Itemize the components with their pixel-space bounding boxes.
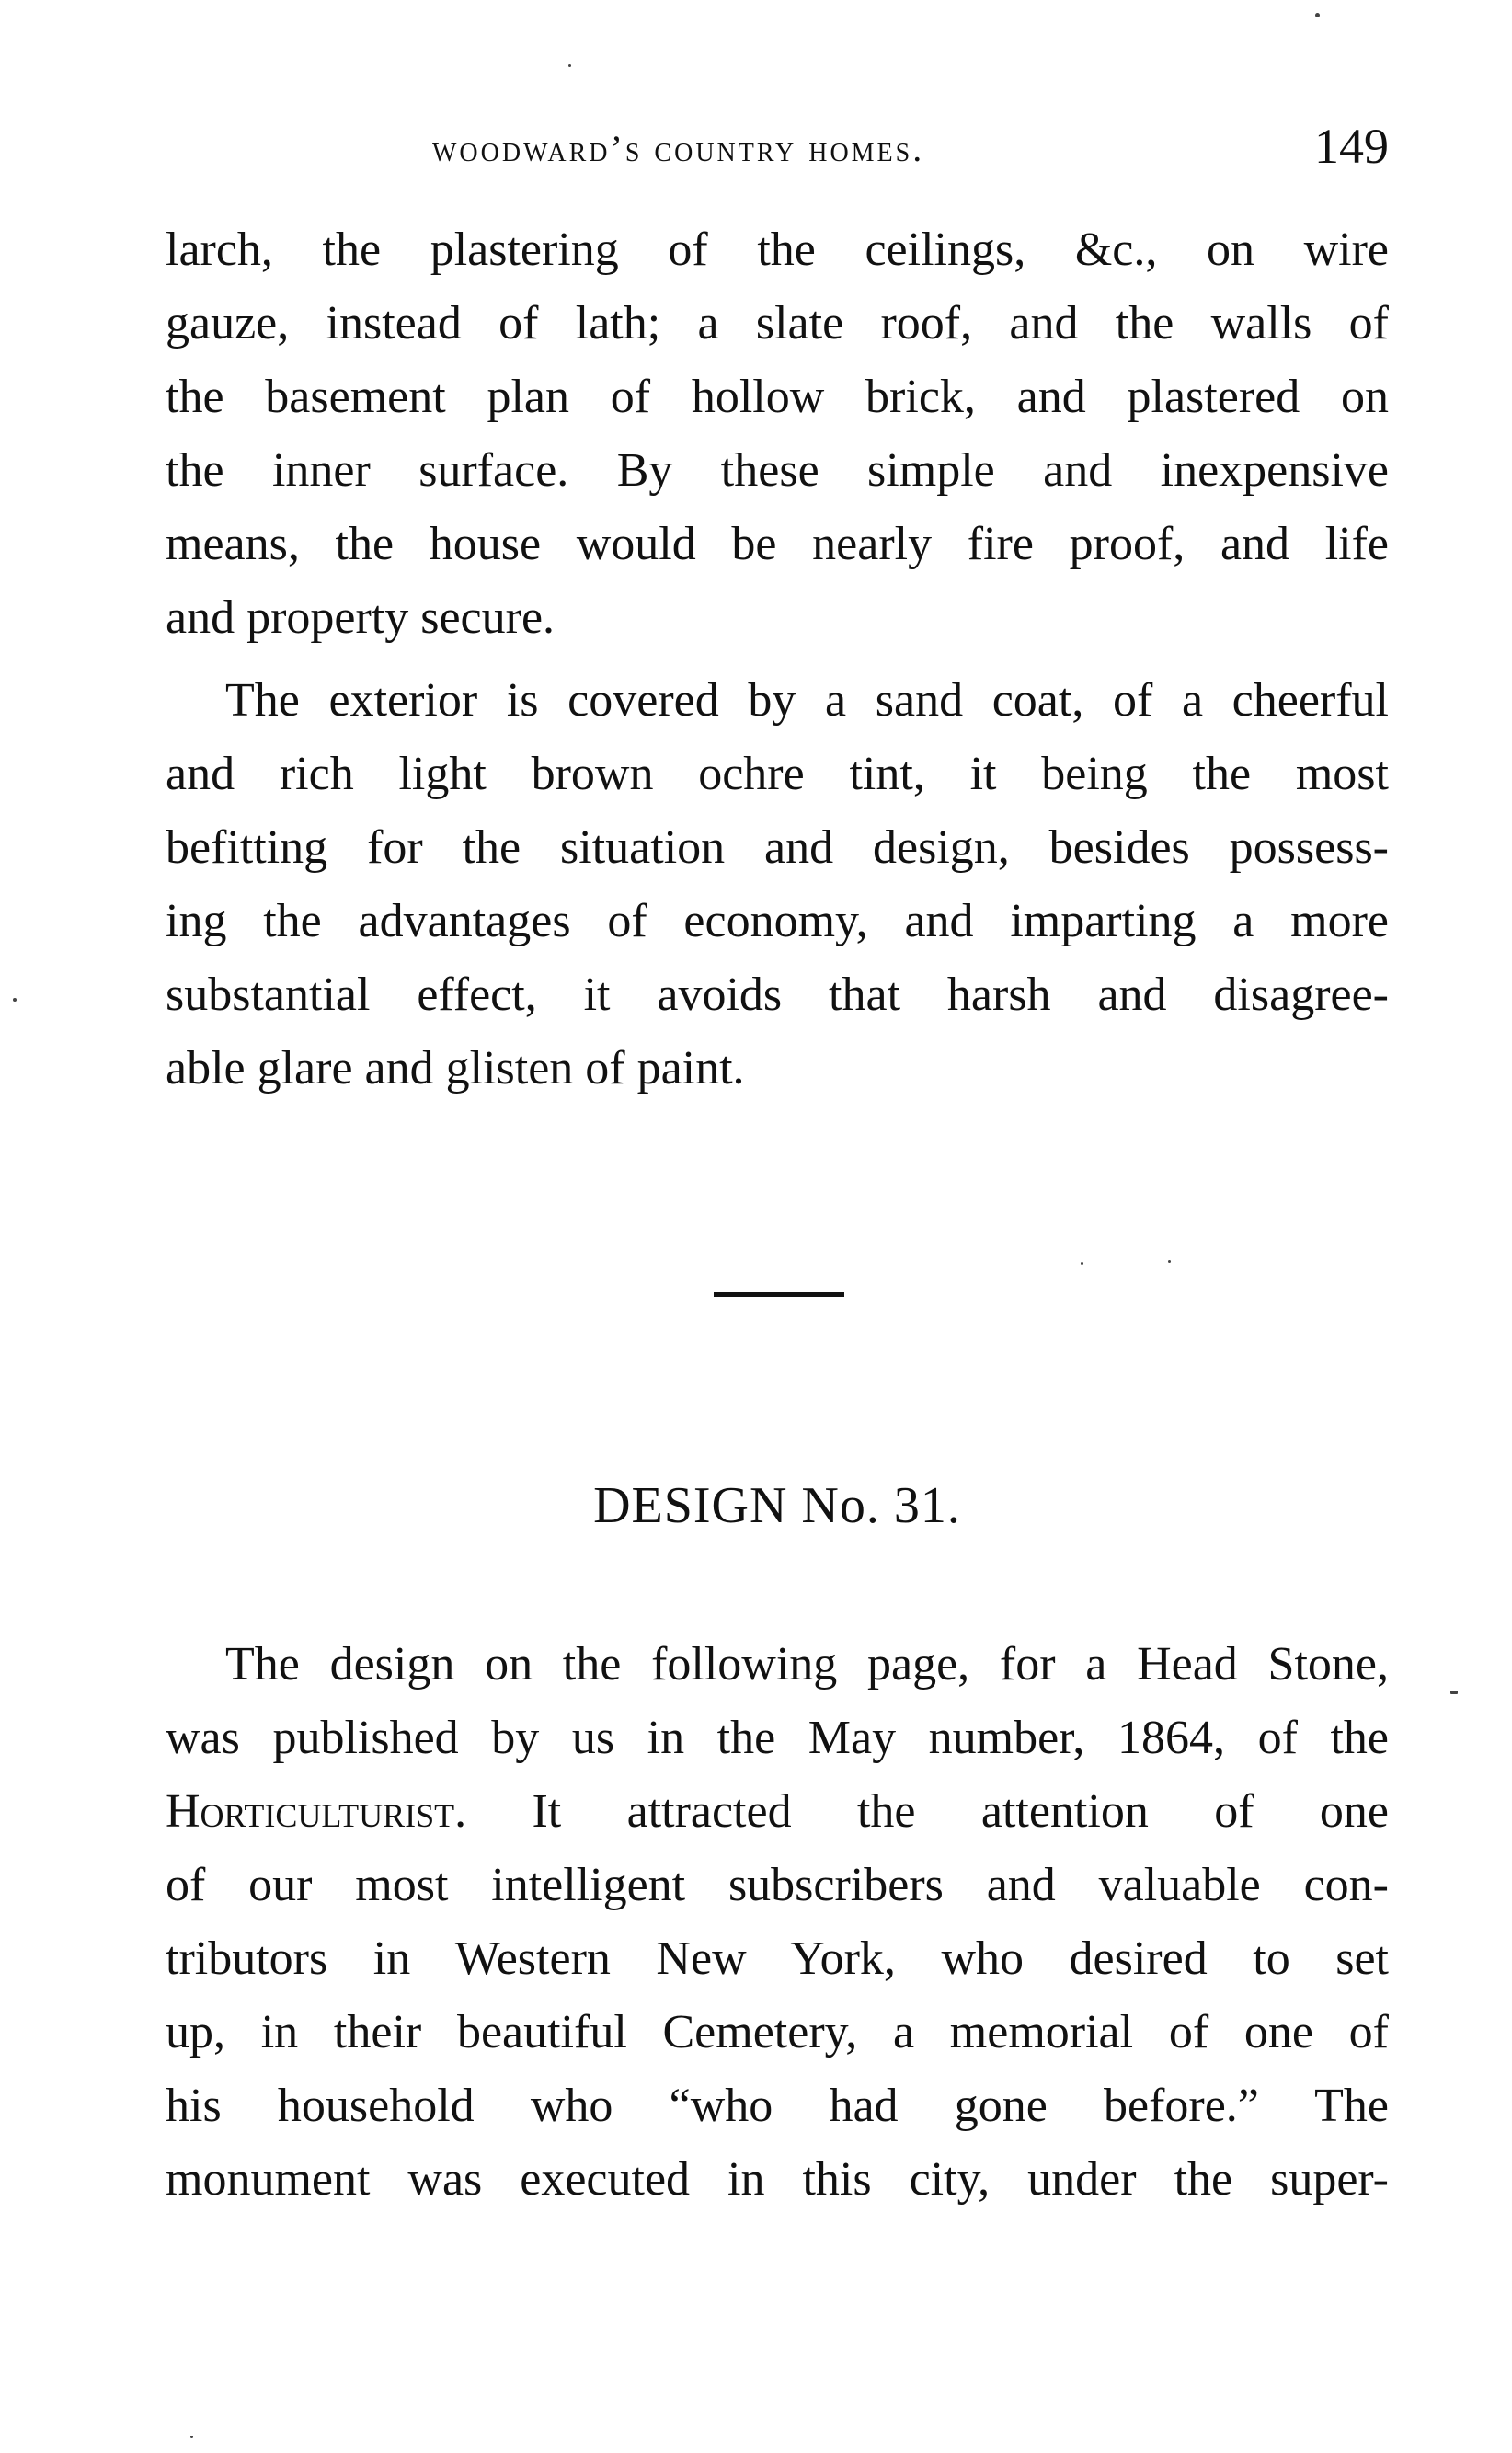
scan-speck — [1081, 1262, 1083, 1265]
text-line: ing the advantages of economy, and imparting a more — [166, 895, 1389, 947]
text-line: larch, the plastering of the ceilings, &c., on wire — [166, 224, 1389, 276]
text-line: up, in their beautiful Cemetery, a memorial of one of — [166, 2006, 1389, 2058]
running-title: woodward’s country homes. — [432, 128, 925, 169]
text-line: The exterior is covered by a sand coat, of a cheerful — [225, 674, 1389, 727]
text-line: able glare and glisten of paint. — [166, 1042, 745, 1095]
page-number: 149 — [1314, 119, 1389, 174]
scan-speck — [1315, 13, 1320, 17]
paragraph-continuation — [166, 213, 1389, 655]
text-line: his household who “who had gone before.” The — [166, 2080, 1389, 2132]
text-line: means, the house would be nearly fire proof, and life — [166, 518, 1389, 570]
text-line: was published by us in the May number, 1864, of the — [166, 1712, 1389, 1764]
text-line — [166, 1775, 1389, 1849]
text-line: befitting for the situation and design, besides possess- — [166, 821, 1389, 874]
scan-speck — [568, 64, 571, 67]
section-divider — [714, 1292, 844, 1297]
scan-speck — [1450, 1691, 1458, 1694]
text-line: and rich light brown ochre tint, it being the most — [166, 748, 1389, 800]
text-line: the inner surface. By these simple and inexpensive — [166, 444, 1389, 497]
paragraph-design — [166, 1628, 1389, 2217]
text-line: of our most intelligent subscribers and valuable con- — [166, 1859, 1389, 1911]
text-line: the basement plan of hollow brick, and plastered on — [166, 371, 1389, 423]
text-line: The design on the following page, for a Head Stone, — [225, 1638, 1389, 1691]
text-line: substantial effect, it avoids that harsh and disagree- — [166, 969, 1389, 1021]
paragraph-exterior — [166, 664, 1389, 1106]
scan-speck — [190, 2436, 193, 2438]
scan-speck — [1168, 1260, 1171, 1263]
text-line: and property secure. — [166, 591, 556, 644]
running-head — [166, 118, 1389, 182]
text-fragment: It attracted the attention of one — [466, 1785, 1389, 1838]
publication-name: Horticulturist. — [166, 1785, 467, 1838]
scan-speck — [13, 998, 17, 1002]
section-title: DESIGN No. 31. — [593, 1477, 961, 1534]
text-line: tributors in Western New York, who desired to set — [166, 1932, 1389, 1985]
text-line: gauze, instead of lath; a slate roof, and the walls of — [166, 297, 1389, 350]
text-line: monument was executed in this city, under the super- — [166, 2153, 1389, 2206]
